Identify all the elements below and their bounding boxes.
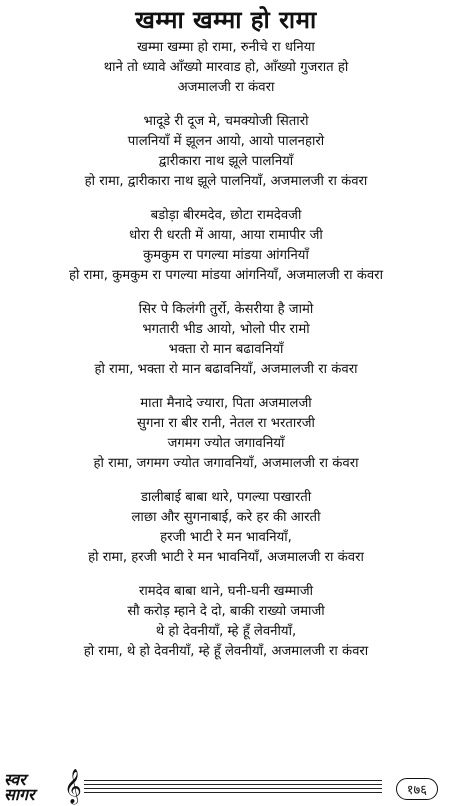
brand-logo — [4, 772, 35, 802]
lyric-line: सुगना रा बीर रानी, नेतल रा भरतारजी — [137, 416, 315, 431]
song-lyrics — [0, 38, 452, 662]
lyric-line: थाने तो ध्यावे आँख्यो मारवाड हो, आँख्यो गुजरात हो — [103, 60, 349, 75]
lyric-line: अजमालजी रा कंवरा — [177, 80, 275, 95]
brand-line-2: सागर — [4, 785, 35, 804]
page-footer — [0, 762, 452, 806]
lyric-line: लाछा और सुगनाबाई, करे हर की आरती — [131, 510, 321, 525]
stanza — [0, 488, 452, 568]
lyric-line: जगमग ज्योत जगावनियाँ — [167, 436, 285, 451]
lyric-line: हो रामा, जगमग ज्योत जगावनियाँ, अजमालजी रा कंवरा — [93, 456, 359, 471]
lyric-line: द्वारीकारा नाथ झूले पालनियाँ — [158, 154, 294, 169]
lyric-line: बडोड़ा बीरमदेव, छोटा रामदेवजी — [150, 208, 302, 223]
lyric-line: रामदेव बाबा थाने, घनी-घनी खम्माजी — [138, 584, 314, 599]
lyric-line: हरजी भाटी रे मन भावनियाँ, — [160, 530, 292, 545]
brand-line-1: स्वर — [4, 770, 26, 789]
lyric-line: सौ करोड़ म्हाने दे दो, बाकी राख्यो जमाजी — [127, 604, 325, 619]
lyric-line: भक्ता रो मान बढावनियाँ — [168, 342, 284, 357]
lyric-line: भादूडे री दूज मे, चमक्योजी सितारो — [143, 114, 309, 129]
stanza — [0, 38, 452, 98]
lyric-line: हो रामा, थे हो देवनीयाँ, म्हे हूँ लेवनीयाँ, अजमालजी रा कंवरा — [83, 644, 369, 659]
page-number: १७६ — [396, 778, 438, 800]
lyric-line: डालीबाई बाबा थारे, पगल्या पखारती — [140, 490, 312, 505]
stanza — [0, 206, 452, 286]
lyric-line: सिर पे किलंगी तुर्रो, केसरीया है जामो — [138, 302, 314, 317]
lyric-line: कुमकुम रा पगल्या मांडया आंगनियाँ — [143, 248, 309, 263]
lyric-line: भगतारी भीड आयो, भोलो पीर रामो — [142, 322, 310, 337]
music-staff-decoration — [84, 780, 382, 796]
lyric-line: हो रामा, कुमकुम रा पगल्या मांडया आंगनियाँ, अजमालजी रा कंवरा — [69, 268, 383, 283]
lyric-line: धोरा री धरती में आया, आया रामापीर जी — [129, 228, 323, 243]
stanza — [0, 112, 452, 192]
stanza — [0, 394, 452, 474]
lyric-line: हो रामा, भक्ता रो मान बढावनियाँ, अजमालजी रा कंवरा — [94, 362, 358, 377]
lyric-line: खम्मा खम्मा हो रामा, रुनीचे रा धनिया — [137, 40, 315, 55]
lyric-line: हो रामा, द्वारीकारा नाथ झूले पालनियाँ, अजमालजी रा कंवरा — [84, 174, 368, 189]
treble-clef-icon: 𝄞 — [64, 769, 82, 804]
lyric-line: पालनियाँ में झूलन आयो, आयो पालनहारो — [127, 134, 325, 149]
stanza — [0, 582, 452, 662]
lyric-line: माता मैनादे ज्यारा, पिता अजमालजी — [140, 396, 312, 411]
song-title: खम्मा खम्मा हो रामा — [135, 6, 317, 34]
lyric-line: हो रामा, हरजी भाटी रे मन भावनियाँ, अजमालजी रा कंवरा — [88, 550, 364, 565]
lyric-line: थे हो देवनीयाँ, म्हे हूँ लेवनीयाँ, — [155, 624, 297, 639]
stanza — [0, 300, 452, 380]
